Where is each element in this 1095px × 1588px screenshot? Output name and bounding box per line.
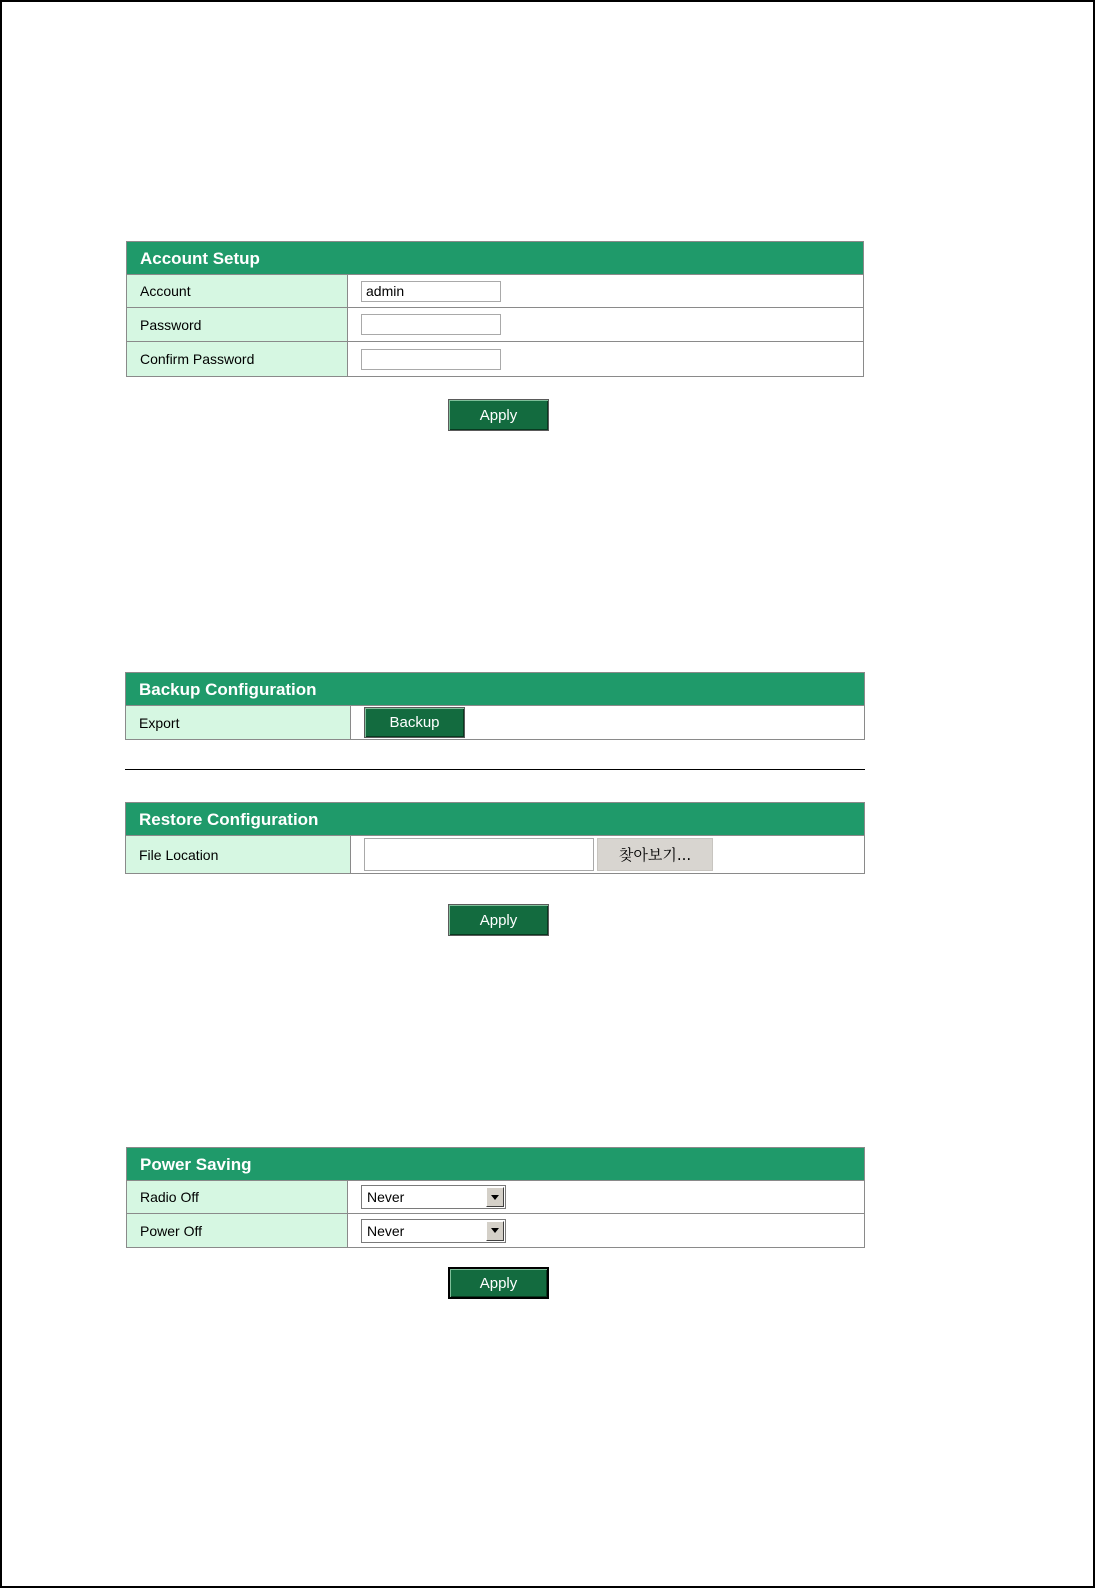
restore-apply-button[interactable]: Apply xyxy=(448,904,549,936)
radio-off-select[interactable] xyxy=(361,1185,506,1209)
confirm-password-row xyxy=(127,342,863,376)
export-label: Export xyxy=(126,706,351,739)
file-location-label: File Location xyxy=(126,836,351,873)
file-location-row xyxy=(126,836,864,873)
password-row xyxy=(127,308,863,342)
account-apply-button[interactable]: Apply xyxy=(448,399,549,431)
account-row xyxy=(127,275,863,308)
restore-configuration-panel xyxy=(125,802,865,874)
power-saving-panel xyxy=(126,1147,865,1248)
radio-off-row xyxy=(127,1181,864,1214)
backup-configuration-panel xyxy=(125,672,865,740)
export-row xyxy=(126,706,864,739)
power-off-select[interactable] xyxy=(361,1219,506,1243)
account-label: Account xyxy=(127,275,348,307)
account-setup-title: Account Setup xyxy=(127,242,863,275)
password-value-cell xyxy=(348,308,863,341)
chevron-down-icon[interactable] xyxy=(486,1187,504,1207)
power-off-label: Power Off xyxy=(127,1214,348,1247)
export-value-cell xyxy=(351,706,864,739)
radio-off-selected-value: Never xyxy=(367,1189,405,1205)
chevron-down-icon[interactable] xyxy=(486,1221,504,1241)
confirm-password-label: Confirm Password xyxy=(127,342,348,376)
radio-off-label: Radio Off xyxy=(127,1181,348,1213)
account-setup-panel xyxy=(126,241,864,377)
backup-configuration-title: Backup Configuration xyxy=(126,673,864,706)
power-off-value-cell xyxy=(348,1214,864,1247)
password-input[interactable] xyxy=(361,314,501,335)
file-location-value-cell xyxy=(351,836,864,873)
backup-button[interactable]: Backup xyxy=(364,707,465,738)
confirm-password-input[interactable] xyxy=(361,349,501,370)
browse-button[interactable]: 찾아보기... xyxy=(597,838,713,871)
power-off-row xyxy=(127,1214,864,1247)
account-input[interactable] xyxy=(361,281,501,302)
power-saving-apply-button[interactable]: Apply xyxy=(448,1267,549,1299)
account-value-cell xyxy=(348,275,863,307)
power-off-selected-value: Never xyxy=(367,1222,405,1239)
radio-off-value-cell xyxy=(348,1181,864,1213)
section-divider xyxy=(125,769,865,770)
confirm-password-value-cell xyxy=(348,342,863,376)
file-path-input[interactable] xyxy=(364,838,594,871)
restore-configuration-title: Restore Configuration xyxy=(126,803,864,836)
password-label: Password xyxy=(127,308,348,341)
power-saving-title: Power Saving xyxy=(127,1148,864,1181)
